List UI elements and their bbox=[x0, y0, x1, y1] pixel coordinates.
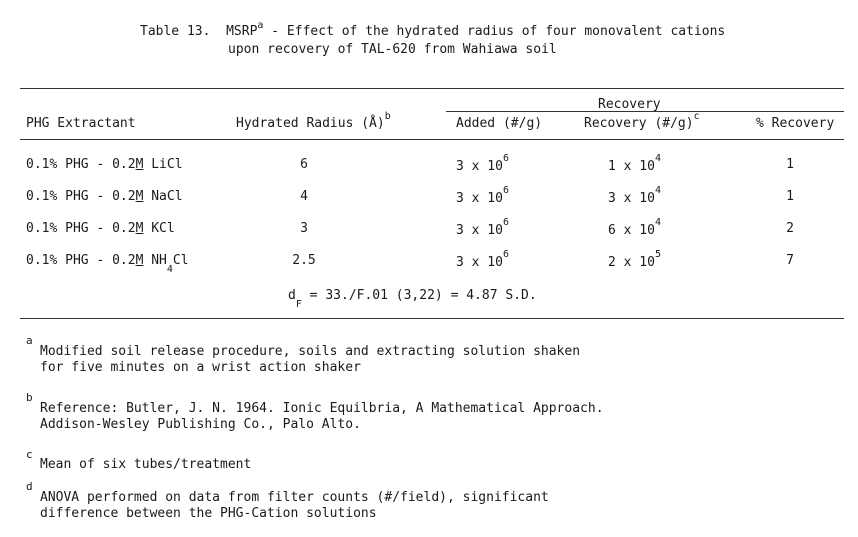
cell-extractant: 0.1% PHG - 0.2M $NH_4Cl$ bbox=[26, 253, 189, 275]
cell-radius: 4 bbox=[300, 189, 308, 204]
header-added: Added (#/g) bbox=[456, 116, 543, 131]
footnote-mark: b bbox=[26, 391, 33, 404]
cell-pct: 7 bbox=[786, 253, 794, 268]
top-rule bbox=[20, 88, 844, 89]
footnote-ref-c: c bbox=[693, 110, 700, 122]
footnote-mark: a bbox=[26, 334, 33, 347]
cell-radius: 3 bbox=[300, 221, 308, 236]
cell-extractant: 0.1% PHG - 0.2M LiCl bbox=[26, 157, 183, 172]
footnote-line: Reference: Butler, J. N. 1964. Ionic Equilbria, A Mathematical Approach. bbox=[40, 401, 604, 416]
footnote-line: Mean of six tubes/treatment bbox=[40, 457, 252, 472]
bottom-rule bbox=[20, 318, 844, 319]
cell-added: 3 x $10^6$ bbox=[456, 184, 509, 206]
cell-radius: 2.5 bbox=[292, 253, 316, 268]
stat-line: $d_F = 33./F.01$ (3,22) = 4.87 S.D. bbox=[288, 288, 537, 310]
cell-recovery: 1 x $10^4$ bbox=[608, 152, 661, 174]
cell-pct: 2 bbox=[786, 221, 794, 236]
cell-added: 3 x $10^6$ bbox=[456, 248, 509, 270]
cell-added: 3 x $10^6$ bbox=[456, 152, 509, 174]
header-recovery: Recovery (#/g)$^c$ bbox=[584, 110, 700, 131]
cell-extractant: 0.1% PHG - 0.2M NaCl bbox=[26, 189, 183, 204]
cell-recovery: 3 x $10^4$ bbox=[608, 184, 661, 206]
header-extractant: PHG Extractant bbox=[26, 116, 136, 131]
table-number: Table 13. bbox=[140, 24, 211, 39]
footnote-mark: c bbox=[26, 448, 33, 461]
header-pct-recovery: % Recovery bbox=[756, 116, 835, 131]
footnote-line: ANOVA performed on data from filter counts (#/field), significant bbox=[40, 490, 549, 505]
cell-recovery: 2 x $10^5$ bbox=[608, 248, 661, 270]
header-radius: Hydrated Radius (Å)$^b$ bbox=[236, 110, 391, 131]
cell-extractant: 0.1% PHG - 0.2M KCl bbox=[26, 221, 175, 236]
cell-pct: 1 bbox=[786, 157, 794, 172]
table-title bbox=[140, 19, 726, 39]
footnote-line: Modified soil release procedure, soils and extracting solution shaken bbox=[40, 344, 581, 359]
cell-added: 3 x $10^6$ bbox=[456, 216, 509, 238]
footnote-ref-b: b bbox=[384, 110, 391, 122]
cell-pct: 1 bbox=[786, 189, 794, 204]
cell-recovery: 6 x $10^4$ bbox=[608, 216, 661, 238]
header-recovery-group: Recovery bbox=[598, 97, 661, 112]
header-rule bbox=[20, 139, 844, 140]
footnote-line: difference between the PHG-Cation solutions bbox=[40, 506, 377, 521]
footnote-mark: d bbox=[26, 480, 33, 493]
footnote-line: for five minutes on a wrist action shaker bbox=[40, 360, 361, 375]
footnote-line: Addison-Wesley Publishing Co., Palo Alto. bbox=[40, 417, 361, 432]
title-main: MSRP$^a$ - Effect of the hydrated radius of four monovalent cations bbox=[226, 19, 726, 39]
footnote-ref-a: a bbox=[257, 19, 264, 31]
cell-radius: 6 bbox=[300, 157, 308, 172]
header-group-rule bbox=[446, 111, 844, 112]
title-line-2: upon recovery of TAL-620 from Wahiawa soil bbox=[228, 42, 557, 57]
